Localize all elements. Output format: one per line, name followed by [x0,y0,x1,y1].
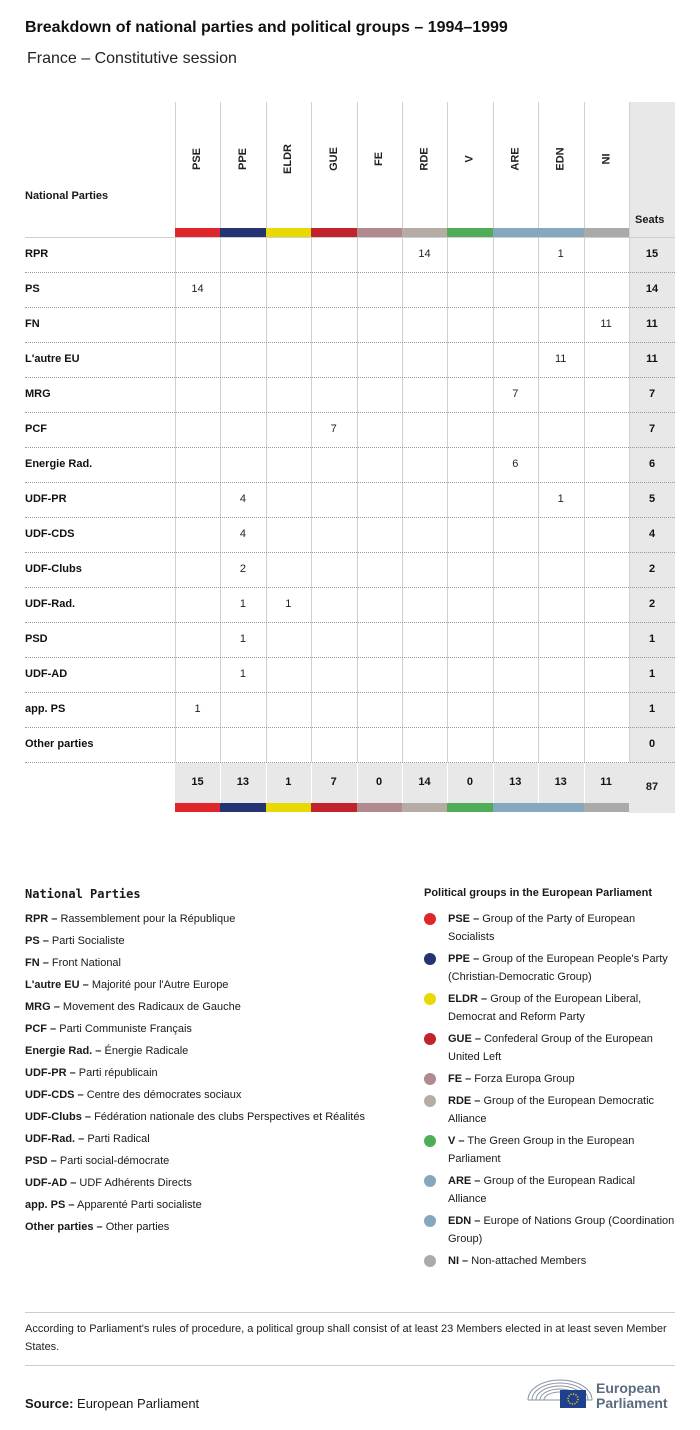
totals-separator [402,763,403,803]
seat-cell: 1 [557,248,564,260]
column-divider [584,102,585,762]
group-header-edn [538,147,583,171]
group-legend-code: V – [448,1135,465,1147]
seat-cell: 4 [239,493,246,505]
political-groups-legend-title: Political groups in the European Parliament [424,887,652,899]
party-row-total: 11 [646,353,658,365]
group-legend-name: Group of the European People's Party (Christian-Democratic Group) [448,953,668,983]
row-divider [25,727,675,728]
totals-separator [584,763,585,803]
group-color-bar-bottom [311,803,356,812]
seat-cell: 7 [330,423,337,435]
national-parties-header: National Parties [25,190,109,202]
divider [25,1365,675,1366]
row-divider [25,412,675,413]
source-label: Source: [25,1396,74,1411]
seat-cell: 2 [239,563,246,575]
group-legend-item [424,1132,676,1168]
seat-cell: 11 [554,353,567,365]
group-legend-code: ELDR – [448,993,488,1005]
group-color-bar-top [311,228,356,237]
party-legend-item [25,910,365,928]
party-legend-item [25,1020,365,1038]
seat-cell: 6 [512,458,519,470]
political-groups-legend [424,910,676,1274]
group-total-edn: 13 [554,776,567,788]
group-legend-item [424,1092,676,1128]
group-total-v: 0 [466,776,473,788]
group-legend-code: PSE – [448,913,480,925]
group-color-bar-top [493,228,538,237]
seat-cell: 14 [191,283,204,295]
party-legend-name: Rassemblement pour la République [60,913,236,925]
group-color-bar-bottom [447,803,492,812]
group-header-ni [584,147,629,171]
group-color-bar-top [584,228,629,237]
seat-cell: 1 [239,633,246,645]
group-header-rde [402,147,447,171]
party-legend-item [25,932,365,950]
row-divider [25,657,675,658]
group-header-label: PPE [236,147,249,171]
group-color-bar-top [266,228,311,237]
totals-separator [220,763,221,803]
group-legend-code: EDN – [448,1215,481,1227]
row-divider [25,622,675,623]
group-color-dot-icon [424,1095,436,1107]
column-divider [357,102,358,762]
party-row-total: 14 [645,283,659,295]
party-legend-item [25,1218,365,1236]
party-legend-item [25,976,365,994]
party-row-label: RPR [25,248,49,260]
group-color-bar-top [220,228,265,237]
group-total-ppe: 13 [236,776,250,788]
party-legend-name: Parti Communiste Français [59,1023,192,1035]
group-legend-name: Group of the European Democratic Alliance [448,1095,655,1125]
header-rule [25,237,675,238]
party-row-total: 7 [648,423,656,435]
column-divider [175,102,176,762]
party-legend-code: Energie Rad. – [25,1045,102,1057]
party-row-label: Other parties [25,738,94,750]
party-legend-name: Other parties [105,1221,170,1233]
group-header-label: EDN [554,147,567,171]
group-legend-name: Non-attached Members [471,1255,587,1267]
source-line [25,1396,199,1411]
party-row-label: PSD [25,633,48,645]
party-row-total: 2 [648,563,656,575]
party-row-label: PCF [25,423,47,435]
totals-separator [357,763,358,803]
party-row-total: 4 [648,528,656,540]
party-row-total: 7 [648,388,656,400]
group-total-fe: 0 [376,776,383,788]
party-legend-name: Parti social-démocrate [59,1155,170,1167]
group-header-pse [175,147,220,171]
party-row-total: 1 [648,703,656,715]
party-row-label: UDF-Rad. [25,598,76,610]
party-legend-code: MRG – [25,1001,60,1013]
group-color-dot-icon [424,1215,436,1227]
party-row-label: PS [25,283,40,295]
party-row-total: 6 [648,458,656,470]
group-header-fe [357,147,402,171]
group-total-are: 13 [509,776,522,788]
row-divider [25,517,675,518]
party-legend-code: UDF-CDS – [25,1089,84,1101]
party-legend-item [25,1130,365,1148]
logo-line-2: Parliament [596,1395,668,1411]
party-legend-item [25,954,365,972]
party-legend-name: Apparenté Parti socialiste [76,1199,202,1211]
seat-cell: 14 [418,248,431,260]
group-header-eldr [266,144,311,174]
group-legend-name: Confederal Group of the European United Left [448,1033,653,1063]
row-divider [25,307,675,308]
group-header-v [447,147,492,171]
party-legend-name: UDF Adhérents Directs [79,1177,192,1189]
group-legend-code: PPE – [448,953,480,965]
party-row-label: UDF-Clubs [25,563,82,575]
group-color-bar-top [402,228,447,237]
party-legend-name: Movement des Radicaux de Gauche [62,1001,241,1013]
row-divider [25,447,675,448]
party-row-total: 2 [648,598,656,610]
party-legend-item [25,1174,365,1192]
row-divider [25,272,675,273]
row-divider [25,552,675,553]
column-divider [493,102,494,762]
group-color-dot-icon [424,1135,436,1147]
group-color-bar-top [175,228,220,237]
national-parties-legend [25,910,365,1240]
group-color-bar-top [538,228,583,237]
group-color-dot-icon [424,1033,436,1045]
group-legend-item [424,990,676,1026]
party-legend-code: PSD – [25,1155,57,1167]
group-header-ppe [220,147,265,171]
group-total-pse: 15 [191,776,204,788]
group-color-dot-icon [424,953,436,965]
row-divider [25,377,675,378]
party-row-total: 1 [648,633,656,645]
group-header-label: NI [600,153,613,165]
party-legend-name: Parti Socialiste [51,935,125,947]
group-legend-code: NI – [448,1255,469,1267]
party-legend-code: PCF – [25,1023,57,1035]
group-color-dot-icon [424,1175,436,1187]
source-value: European Parliament [77,1396,200,1411]
party-legend-name: Front National [51,957,121,969]
row-divider [25,587,675,588]
party-row-total: 15 [645,248,659,260]
party-legend-name: Centre des démocrates sociaux [86,1089,242,1101]
group-color-bar-top [447,228,492,237]
seat-cell: 1 [239,668,246,680]
group-legend-item [424,950,676,986]
party-legend-item [25,1152,365,1170]
party-legend-name: Fédération nationale des clubs Perspectives et Réalités [94,1111,365,1123]
group-header-label: ELDR [282,144,295,174]
group-color-dot-icon [424,993,436,1005]
party-row-total: 0 [648,738,656,750]
group-legend-code: FE – [448,1073,472,1085]
group-legend-code: RDE – [448,1095,481,1107]
column-divider [447,102,448,762]
group-total-eldr: 1 [285,776,292,788]
seat-cell: 11 [600,318,612,330]
group-total-rde: 14 [418,776,431,788]
party-legend-item [25,998,365,1016]
group-color-bar-top [357,228,402,237]
page-title: Breakdown of national parties and political groups – 1994–1999 [25,19,508,36]
column-divider [220,102,221,762]
divider [25,1312,675,1313]
page-subtitle: France – Constitutive session [27,50,237,67]
group-color-dot-icon [424,1255,436,1267]
party-row-label: UDF-AD [25,668,68,680]
row-divider [25,482,675,483]
party-legend-item [25,1086,365,1104]
group-header-gue [311,147,356,171]
party-row-label: FN [25,318,40,330]
group-legend-item [424,1212,676,1248]
party-legend-item [25,1064,365,1082]
party-legend-code: UDF-PR – [25,1067,76,1079]
column-divider [538,102,539,762]
group-header-label: FE [373,151,386,167]
seat-cell: 1 [285,598,292,610]
row-divider [25,762,675,763]
group-legend-name: The Green Group in the European Parliament [448,1135,635,1165]
group-color-bar-bottom [266,803,311,812]
row-divider [25,692,675,693]
totals-separator [493,763,494,803]
group-color-bar-bottom [402,803,447,812]
footnote: According to Parliament's rules of procedure, a political group shall consist of at least 23 Members elected in at least seven Member States. [25,1323,667,1353]
group-legend-item [424,1172,676,1208]
group-color-bar-bottom [220,803,265,812]
party-legend-code: RPR – [25,913,58,925]
column-divider [266,102,267,762]
group-legend-item [424,910,676,946]
party-row-label: UDF-CDS [25,528,75,540]
group-legend-name: Forza Europa Group [474,1073,575,1085]
party-legend-name: Parti Radical [87,1133,150,1145]
seat-cell: 1 [557,493,564,505]
group-total-gue: 7 [330,776,337,788]
party-legend-code: UDF-Clubs – [25,1111,91,1123]
party-row-total: 5 [648,493,656,505]
group-legend-item [424,1030,676,1066]
group-color-bar-bottom [493,803,538,812]
seat-cell: 4 [239,528,246,540]
party-row-total: 11 [646,318,658,330]
group-header-label: PSE [191,147,204,171]
column-divider [402,102,403,762]
party-legend-item [25,1042,365,1060]
group-color-bar-bottom [175,803,220,812]
group-color-bar-bottom [357,803,402,812]
group-color-dot-icon [424,913,436,925]
totals-separator [538,763,539,803]
group-header-label: GUE [327,147,340,171]
party-legend-code: Other parties – [25,1221,103,1233]
group-legend-name: Group of the Party of European Socialists [448,913,636,943]
group-total-ni: 11 [600,776,612,788]
party-row-label: app. PS [25,703,66,715]
party-legend-item [25,1108,365,1126]
group-header-label: ARE [509,147,522,171]
group-header-are [493,147,538,171]
totals-separator [266,763,267,803]
group-legend-name: Group of the European Radical Alliance [448,1175,636,1205]
party-legend-code: app. PS – [25,1199,75,1211]
party-legend-code: FN – [25,957,49,969]
totals-separator [311,763,312,803]
party-legend-code: L'autre EU – [25,979,89,991]
row-divider [25,342,675,343]
party-legend-item [25,1196,365,1214]
party-legend-name: Parti républicain [78,1067,158,1079]
seat-cell: 1 [239,598,246,610]
logo-line-1: European [596,1380,661,1396]
group-color-bar-bottom [584,803,629,812]
group-legend-item [424,1252,676,1270]
party-row-label: MRG [25,388,51,400]
logo-text [596,1381,668,1411]
group-legend-name: Europe of Nations Group (Coordination Group) [448,1215,675,1245]
grand-total: 87 [645,781,659,793]
party-legend-code: UDF-Rad. – [25,1133,85,1145]
party-legend-name: Énergie Radicale [104,1045,189,1057]
seats-header: Seats [635,214,665,226]
national-parties-legend-title: National Parties [25,887,141,901]
group-header-label: RDE [418,147,431,171]
party-legend-code: UDF-AD – [25,1177,77,1189]
party-row-label: L'autre EU [25,353,80,365]
party-legend-code: PS – [25,935,49,947]
party-row-total: 1 [648,668,656,680]
group-color-dot-icon [424,1073,436,1085]
group-legend-code: ARE – [448,1175,481,1187]
party-row-label: Energie Rad. [25,458,93,470]
seat-cell: 7 [512,388,519,400]
party-legend-name: Majorité pour l'Autre Europe [91,979,229,991]
group-legend-item [424,1070,676,1088]
group-legend-code: GUE – [448,1033,482,1045]
seat-cell: 1 [194,703,201,715]
group-color-bar-bottom [538,803,583,812]
party-row-label: UDF-PR [25,493,67,505]
group-header-label: V [463,155,476,163]
totals-separator [447,763,448,803]
group-legend-name: Group of the European Liberal, Democrat and Reform Party [448,993,642,1023]
